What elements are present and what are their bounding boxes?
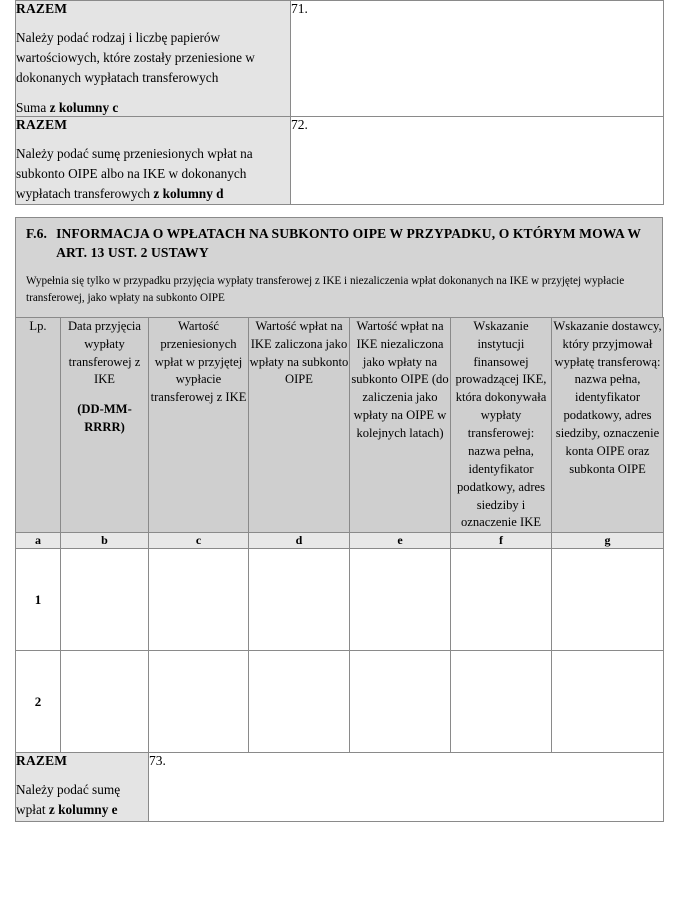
table-row — [16, 549, 664, 651]
cell-row2-e[interactable] — [350, 651, 451, 753]
column-header-a — [16, 317, 61, 533]
column-header-c — [149, 317, 249, 533]
column-header-row — [16, 317, 664, 533]
cell-row1-c[interactable] — [149, 549, 249, 651]
cell-row2-b[interactable] — [61, 651, 149, 753]
column-header-d-label: Wartość wpłat na IKE zaliczona jako wpłaty na subkonto OIPE — [249, 318, 349, 387]
column-letter-c: c — [149, 533, 249, 549]
razem-title: RAZEM — [16, 1, 68, 16]
column-header-b-format: (DD-MM-RRRR) — [77, 402, 132, 435]
razem-title: RAZEM — [16, 116, 68, 132]
item-number-73: 73. — [149, 753, 166, 769]
razem-description-column: z kolumny d — [153, 186, 224, 202]
item-number-71: 71. — [291, 1, 308, 16]
column-header-f-label: Wskazanie instytucji finansowej prowadzącej IKE, która dokonywała wypłaty transferowej: nazwa pełna, identyfikator podatkowy, adres siedziby i oznaczenie IKE — [455, 318, 547, 530]
column-letter-d: d — [249, 533, 350, 549]
table-row — [16, 116, 664, 205]
row-index-2: 2 — [16, 651, 61, 753]
razem-value-cell-73[interactable] — [149, 753, 664, 821]
cell-row1-f[interactable] — [451, 549, 552, 651]
column-letter-a: a — [16, 533, 61, 549]
cell-row1-d[interactable] — [249, 549, 350, 651]
razem-description-text: Należy podać sumę przeniesionych wpłat na subkonto OIPE albo na IKE w dokonanych wypłatach transferowych — [16, 145, 253, 202]
razem-description: Należy podać rodzaj i liczbę papierów wartościowych, które zostały przeniesione w dokonanych wypłatach transferowych — [16, 30, 255, 86]
column-header-g — [552, 317, 664, 533]
section-f6-heading — [26, 225, 652, 262]
razem-sum-line — [16, 100, 290, 116]
column-header-b-label: Data przyjęcia wypłaty transferowej z IKE — [67, 318, 142, 387]
razem-description-text: Należy podać sumę wpłat — [16, 782, 121, 818]
column-header-c-label: Wartość przeniesionych wpłat w przyjętej wypłacie transferowej z IKE — [150, 318, 247, 405]
section-number: F.6. — [26, 226, 48, 242]
razem-description — [16, 780, 148, 820]
column-header-d — [249, 317, 350, 533]
razem-description-column: z kolumny e — [48, 802, 118, 818]
table-row — [16, 651, 664, 753]
cell-row2-f[interactable] — [451, 651, 552, 753]
row-index-1: 1 — [16, 549, 61, 651]
column-header-f — [451, 317, 552, 533]
item-number-72: 72. — [291, 116, 308, 132]
column-header-b — [61, 317, 149, 533]
cell-row1-b[interactable] — [61, 549, 149, 651]
razem-description — [16, 144, 290, 205]
column-letter-e: e — [350, 533, 451, 549]
razem-total-row — [16, 753, 664, 821]
cell-row1-g[interactable] — [552, 549, 664, 651]
razem-sum-column: z kolumny c — [49, 99, 119, 115]
cell-row2-c[interactable] — [149, 651, 249, 753]
column-header-e-label: Wartość wpłat na IKE niezaliczona jako wpłaty na subkonto OIPE (do zaliczenia jako wpłaty na OIPE w kolejnych latach) — [351, 318, 449, 441]
section-title: INFORMACJA O WPŁATACH NA SUBKONTO OIPE W PRZYPADKU, O KTÓRYM MOWA W ART. 13 UST. 2 USTAWY — [56, 226, 641, 260]
razem-label-cell-71 — [16, 1, 291, 117]
section-f6-note: Wypełnia się tylko w przypadku przyjęcia wypłaty transferowej z IKE i niezaliczenia wpłat dokonanych na IKE w przyjętej wypłacie transferowej, jako wpłaty na subkonto OIPE — [26, 275, 625, 304]
cell-row1-e[interactable] — [350, 549, 451, 651]
razem-value-cell-72[interactable] — [291, 116, 664, 205]
razem-sum-prefix: Suma — [16, 99, 50, 115]
razem-title: RAZEM — [16, 753, 68, 769]
column-letter-row — [16, 533, 664, 549]
oipe-payments-table — [15, 317, 664, 822]
razem-summary-table — [15, 0, 664, 205]
column-header-e — [350, 317, 451, 533]
cell-row2-g[interactable] — [552, 651, 664, 753]
razem-value-cell-71[interactable] — [291, 1, 664, 117]
section-f6-band — [15, 217, 663, 317]
column-header-a-label: Lp. — [29, 318, 47, 333]
column-letter-b: b — [61, 533, 149, 549]
column-letter-g: g — [552, 533, 664, 549]
razem-label-cell-72 — [16, 116, 291, 205]
razem-label-cell-73 — [16, 753, 149, 821]
column-header-g-label: Wskazanie dostawcy, który przyjmował wypłatę transferową: nazwa pełna, identyfikator podatkowy, adres siedziby, oznaczenie konta OIPE oraz subkonta OIPE — [553, 318, 662, 476]
cell-row2-d[interactable] — [249, 651, 350, 753]
table-row — [16, 1, 664, 117]
column-letter-f: f — [451, 533, 552, 549]
